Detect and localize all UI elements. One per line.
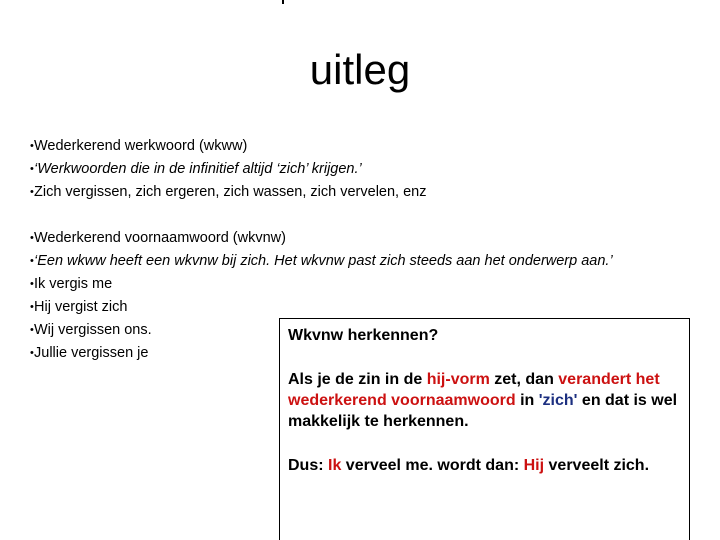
callout-text: zet, dan: [489, 371, 559, 388]
callout-highlight: verandert het wederkerend voornaamwoord: [288, 371, 660, 409]
slide-title: uitleg: [309, 46, 411, 93]
bullet-icon: •: [30, 232, 34, 244]
callout-text: Als je de zin in de: [288, 371, 427, 388]
bullet-icon: •: [30, 186, 34, 198]
callout-text: verveel me. wordt dan:: [341, 457, 524, 474]
list-item-text: Wij vergissen ons.: [34, 322, 152, 338]
list-item-text: Jullie vergissen je: [34, 345, 149, 361]
list-item-text: Hij vergist zich: [34, 299, 128, 315]
callout-highlight: Ik: [328, 457, 342, 474]
callout-highlight: Hij: [523, 457, 545, 474]
callout-text: Dus:: [288, 457, 328, 474]
callout-box: [279, 318, 690, 540]
list-item-text: ‘Werkwoorden die in de infinitief altijd ‘zich’ krijgen.’: [34, 161, 362, 177]
list-item-text: Wederkerend werkwoord (wkww): [34, 138, 248, 154]
callout-highlight-zich: 'zich': [538, 392, 578, 409]
list-item-text: ‘Een wkww heeft een wkvnw bij zich. Het wkvnw past zich steeds aan het onderwerp aan.’: [34, 253, 613, 269]
callout-highlight: hij-vorm: [426, 371, 490, 388]
callout-explanation: [288, 369, 681, 432]
list-item-text: Wederkerend voornaamwoord (wkvnw): [34, 230, 286, 246]
callout-example: [288, 455, 681, 476]
bullet-icon: •: [30, 324, 34, 336]
callout-heading: Wkvnw herkennen?: [288, 327, 439, 344]
bullet-icon: •: [30, 163, 34, 175]
bullet-icon: •: [30, 278, 34, 290]
bullet-icon: •: [30, 301, 34, 313]
bullet-icon: •: [30, 140, 34, 152]
callout-text: in: [515, 392, 539, 409]
callout-text: en dat is wel makkelijk te herkennen.: [288, 392, 678, 430]
bullet-icon: •: [30, 347, 34, 359]
list-item-text: Ik vergis me: [34, 276, 113, 292]
bullet-icon: •: [30, 255, 34, 267]
callout-text: verveelt zich.: [544, 457, 650, 474]
list-item-text: Zich vergissen, zich ergeren, zich wassen, zich vervelen, enz: [34, 184, 427, 200]
